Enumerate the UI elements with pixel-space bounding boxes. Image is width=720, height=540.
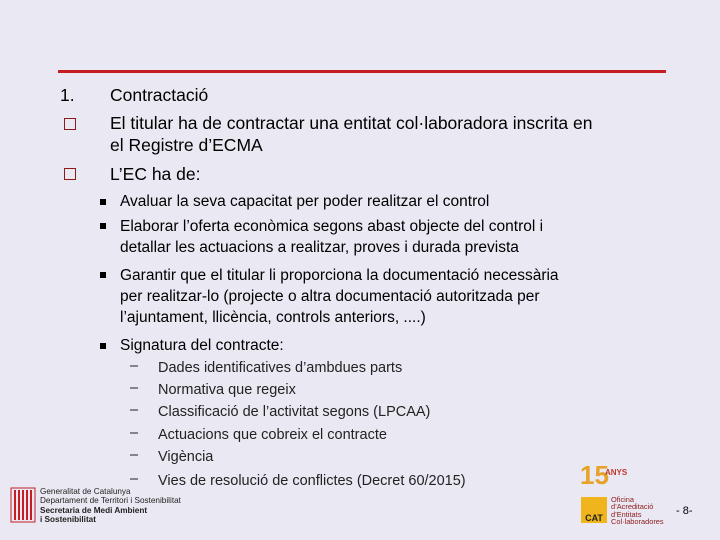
oficina-line: d’Entitats [611, 509, 642, 519]
sub-item-line: Garantir que el titular li proporciona la documentació necessària [120, 267, 559, 284]
sub-item [120, 265, 559, 328]
main-item-line: el Registre d’ECMA [110, 135, 263, 155]
sub-item [120, 216, 543, 258]
dash-bullet: – [130, 380, 139, 396]
dash-bullet: – [130, 425, 139, 441]
sub-item-line: l’ajuntament, llicència, controls anteriors, ....) [120, 309, 426, 326]
dash-item: Classificació de l’activitat segons (LPCAA) [158, 404, 431, 420]
oficina-line: Oficina [611, 495, 635, 504]
sub-item-line: per realitzar-lo (projecte o altra documentació autoritzada per [120, 288, 540, 305]
dash-item: Actuacions que cobreix el contracte [158, 427, 387, 443]
sub-item [120, 191, 489, 212]
sub-item-line: Signatura del contracte: [120, 337, 284, 354]
main-item-text: L’EC ha de: [110, 164, 201, 184]
square-bullet-icon [100, 223, 106, 229]
square-bullet-icon [100, 199, 106, 205]
gencat-line: i Sostenibilitat [40, 514, 96, 524]
dash-item: Vigència [158, 449, 214, 465]
sub-item-line: detallar les actuacions a realitzar, proves i durada prevista [120, 239, 519, 256]
generalitat-department-text [40, 487, 181, 524]
generalitat-logo-icon [10, 487, 36, 523]
page-number: - 8- [676, 505, 693, 517]
main-item-text [110, 112, 593, 156]
sub-item-line: Elaborar l’oferta econòmica segons abast objecte del control i [120, 218, 544, 235]
main-item-line: El titular ha de contractar una entitat col·laboradora inscrita en [110, 113, 593, 133]
dash-item: Vies de resolució de conflictes (Decret 60/2015) [158, 473, 466, 489]
sub-item-line: Avaluar la seva capacitat per poder realitzar el control [120, 193, 490, 210]
checkbox-bullet-icon [64, 168, 76, 180]
dash-item: Dades identificatives d’ambdues parts [158, 360, 403, 376]
gencat-line: Secretaria de Medi Ambient [40, 505, 148, 515]
cat-badge-icon: CAT [581, 497, 607, 523]
dash-bullet: – [130, 402, 139, 418]
oficina-line: d’Acreditació [611, 502, 654, 512]
dash-bullet: – [130, 447, 139, 463]
sub-item [120, 335, 284, 356]
anniversary-number: 15 [580, 460, 609, 490]
square-bullet-icon [100, 343, 106, 349]
gencat-line: Departament de Territori i Sostenibilitat [40, 496, 181, 506]
dash-bullet: – [130, 471, 139, 487]
list-number: 1. [60, 85, 75, 105]
gencat-line: Generalitat de Catalunya [40, 487, 131, 496]
oficina-line: Col·laboradores [611, 517, 664, 527]
section-heading: Contractació [110, 85, 209, 105]
oficina-text [611, 496, 664, 526]
checkbox-bullet-icon [64, 118, 76, 130]
title-divider-rule [58, 70, 666, 73]
anniversary-label: ANYS [605, 468, 628, 477]
dash-item: Normativa que regeix [158, 382, 296, 398]
square-bullet-icon [100, 272, 106, 278]
dash-bullet: – [130, 358, 139, 374]
